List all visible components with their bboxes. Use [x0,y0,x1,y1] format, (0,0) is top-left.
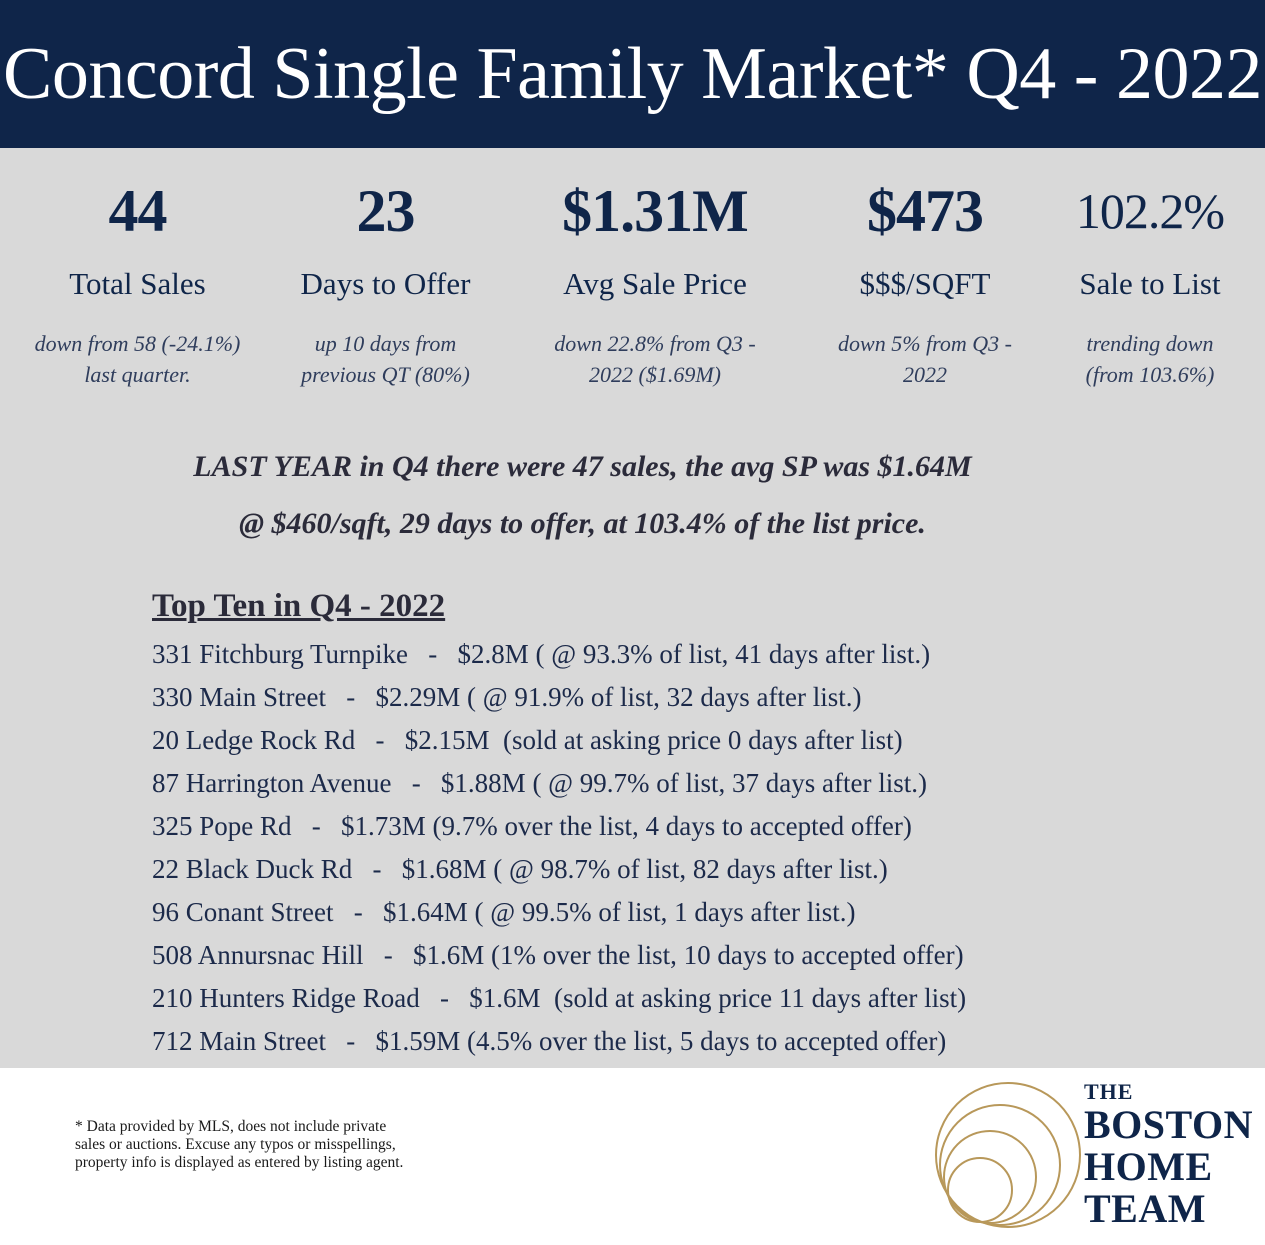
stat-note-line: down from 58 (-24.1%) [34,331,241,356]
list-item: 331 Fitchburg Turnpike - $2.8M ( @ 93.3% of list, 41 days after list.) [152,639,931,669]
stat-label: Sale to List [1079,266,1221,301]
brand-wordmark [1084,1080,1253,1230]
list-item: 22 Black Duck Rd - $1.68M ( @ 98.7% of list, 82 days after list.) [152,854,888,884]
list-item: 330 Main Street - $2.29M ( @ 91.9% of list, 32 days after list.) [152,682,862,712]
stat-note-line: down 5% from Q3 - [838,331,1012,356]
stat-note-line: up 10 days from [314,331,457,356]
stat-note-line: (from 103.6%) [1085,362,1215,387]
brand-the: THE [1084,1079,1134,1104]
stat-note-line: 2022 ($1.69M) [589,362,721,387]
last-year-summary [0,438,1165,552]
last-year-line: @ $460/sqft, 29 days to offer, at 103.4% of the list price. [239,507,926,540]
stat-sale-to-list [1045,176,1255,390]
header-banner [0,0,1265,148]
stat-value: 23 [356,178,415,244]
footnote-line: sales or auctions. Excuse any typos or misspellings, [75,1136,396,1153]
list-item: 325 Pope Rd - $1.73M (9.7% over the list, 4 days to accepted offer) [152,811,912,841]
list-item: 210 Hunters Ridge Road - $1.6M (sold at asking price 11 days after list) [152,983,967,1013]
stat-label: Days to Offer [300,266,471,301]
stat-value: $473 [867,178,983,244]
stat-note [30,328,245,390]
rings-logo-icon [928,1080,1083,1230]
last-year-line: LAST YEAR in Q4 there were 47 sales, the avg SP was $1.64M [193,450,972,483]
stat-label: Total Sales [69,266,206,301]
brand-team: TEAM [1084,1186,1206,1231]
stat-avg-sale-price [535,176,775,390]
stat-note [1045,328,1255,390]
top-ten-title: Top Ten in Q4 - 2022 [152,588,446,624]
footnote-line: property info is displayed as entered by listing agent. [75,1154,404,1171]
stat-total-sales [30,176,245,390]
stat-note [815,328,1035,390]
stat-note [278,328,493,390]
stat-price-per-sqft [815,176,1035,390]
list-item: 508 Annursnac Hill - $1.6M (1% over the list, 10 days to accepted offer) [152,940,964,970]
stat-label: Avg Sale Price [563,266,747,301]
brand-home: HOME [1084,1144,1213,1189]
stat-days-to-offer [278,176,493,390]
stat-note-line: down 22.8% from Q3 - [554,331,756,356]
page-title: Concord Single Family Market* Q4 - 2022 [3,32,1262,115]
stat-note [535,328,775,390]
stat-value: 102.2% [1075,183,1225,239]
stat-value: $1.31M [562,178,748,244]
stat-note-line: previous QT (80%) [301,362,470,387]
stat-note-line: last quarter. [84,362,191,387]
stat-note-line: 2022 [903,362,947,387]
stat-value: 44 [108,178,167,244]
stat-label: $$$/SQFT [859,266,991,301]
stat-note-line: trending down [1086,331,1214,356]
top-ten-list [152,633,966,1063]
list-item: 712 Main Street - $1.59M (4.5% over the list, 5 days to accepted offer) [152,1026,947,1056]
footnote-line: * Data provided by MLS, does not include private [75,1118,387,1135]
list-item: 87 Harrington Avenue - $1.88M ( @ 99.7% of list, 37 days after list.) [152,768,927,798]
footnote [75,1118,495,1172]
list-item: 96 Conant Street - $1.64M ( @ 99.5% of list, 1 days after list.) [152,897,856,927]
stats-panel [0,148,1265,1068]
brand-boston: BOSTON [1084,1102,1253,1147]
list-item: 20 Ledge Rock Rd - $2.15M (sold at asking price 0 days after list) [152,725,903,755]
